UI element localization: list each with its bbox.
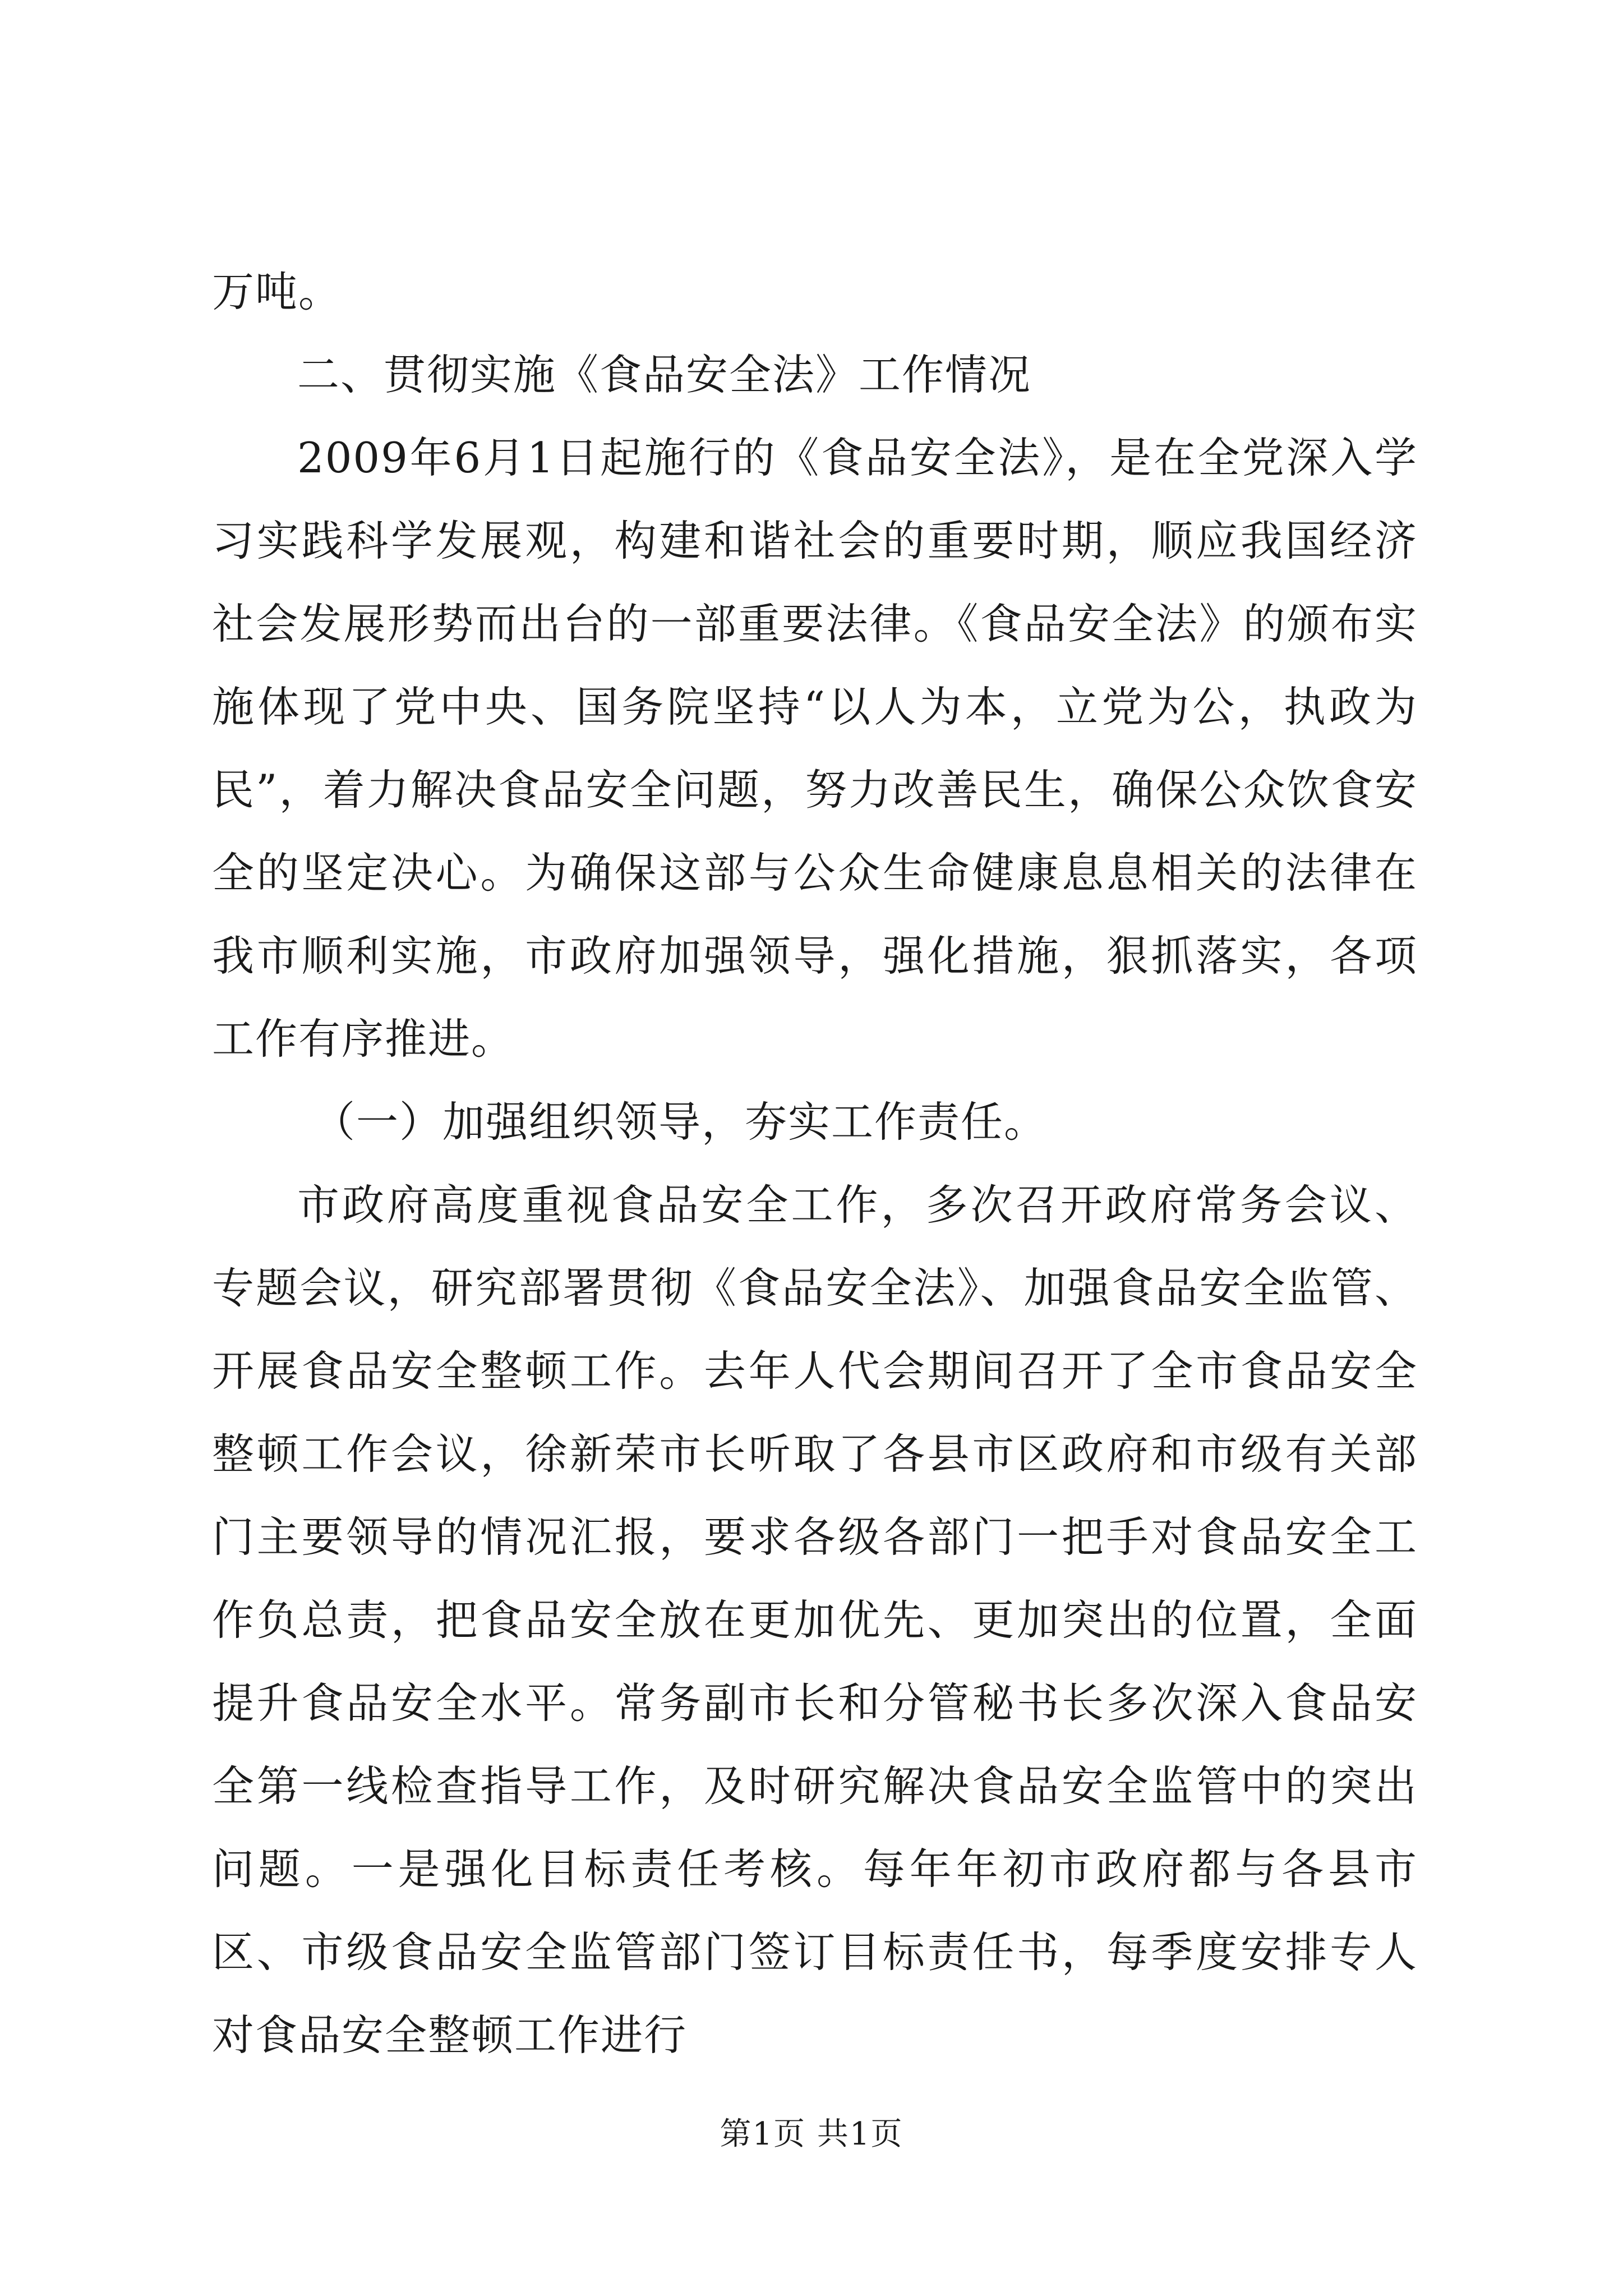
page-footer: 第1页 共1页 [720, 2116, 903, 2152]
paragraph-intro: 2009年6月1日起施行的《食品安全法》，是在全党深入学习实践科学发展观，构建和谐社会的重要时期，顺应我国经济社会发展形势而出台的一部重要法律。《食品安全法》的颁布实施体现了党中央、国务院坚持“以人为本，立党为公，执政为民”，着力解决食品安全问题，努力改善民生，确保公众饮食安全的坚定决心。为确保这部与公众生命健康息息相关的法律在我市顺利实施，市政府加强领导，强化措施，狠抓落实，各项工作有序推进。 [212, 433, 1418, 1064]
section-heading: 二、贯彻实施《食品安全法》工作情况 [297, 350, 1032, 399]
document-body [212, 250, 1418, 2077]
paragraph-continuation: 万吨。 [212, 267, 342, 316]
paragraph-body: 市政府高度重视食品安全工作，多次召开政府常务会议、专题会议，研究部署贯彻《食品安全法》、加强食品安全监管、开展食品安全整顿工作。去年人代会期间召开了全市食品安全整顿工作会议，徐新荣市长听取了各县市区政府和市级有关部门主要领导的情况汇报，要求各级各部门一把手对食品安全工作负总责，把食品安全放在更加优先、更加突出的位置，全面提升食品安全水平。常务副市长和分管秘书长多次深入食品安全第一线检查指导工作，及时研究解决食品安全监管中的突出问题。一是强化目标责任考核。每年年初市政府都与各县市区、市级食品安全监管部门签订目标责任书，每季度安排专人对食品安全整顿工作进行 [212, 1180, 1418, 2060]
subsection-heading: （一）加强组织领导，夯实工作责任。 [313, 1097, 1048, 1147]
